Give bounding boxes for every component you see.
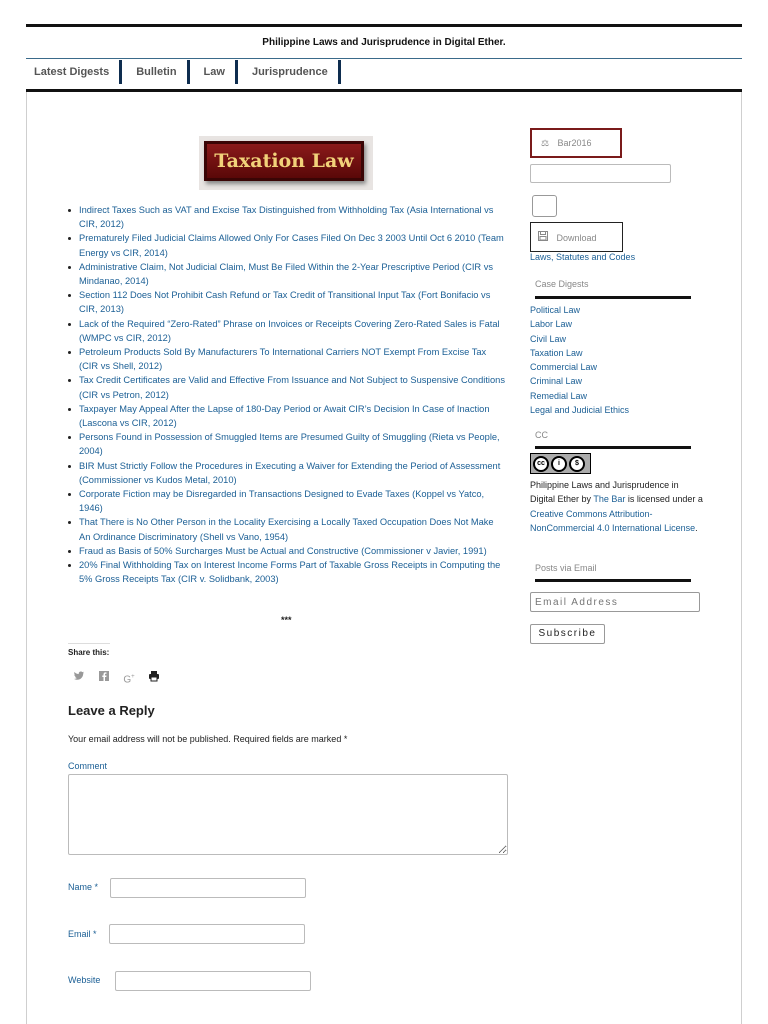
post-list-item	[66, 515, 506, 543]
post-link[interactable]: Section 112 Does Not Prohibit Cash Refund or Tax Credit of Transitional Input Tax (Fort Bonifacio vs CIR, 2013)	[79, 290, 491, 315]
website-label: Website	[68, 975, 101, 985]
license-link[interactable]: Creative Commons Attribution-NonCommercial 4.0 International License	[530, 508, 696, 533]
posts-via-email-rule	[535, 579, 691, 582]
save-icon	[538, 231, 554, 243]
comment-label: Comment	[68, 761, 108, 771]
post-list-item	[66, 231, 506, 259]
post-list	[66, 203, 506, 586]
category-link[interactable]: Labor Law	[530, 319, 573, 330]
post-list-item	[66, 345, 506, 373]
sidebar-search-input[interactable]	[530, 164, 671, 183]
post-link[interactable]: Indirect Taxes Such as VAT and Excise Tax Distinguished from Withholding Tax (Asia International vs CIR, 2012)	[79, 205, 494, 230]
post-list-item	[66, 260, 506, 288]
post-list-item	[66, 373, 506, 401]
case-digests-title: Case Digests	[535, 279, 589, 289]
post-link[interactable]: 20% Final Withholding Tax on Interest Income Forms Part of Taxable Gross Receipts in Computing the 5% Gross Receipts Tax (CIR v. Solidbank, 2003)	[79, 560, 501, 585]
license-text	[530, 478, 706, 535]
nav-bulletin[interactable]: Bulletin	[128, 60, 189, 84]
nav-latest-digests[interactable]: Latest Digests	[26, 60, 122, 84]
bar2016-label: Bar2016	[557, 138, 592, 148]
license-is-licensed: is licensed under a	[625, 494, 703, 505]
logo-text: Taxation Law	[204, 141, 364, 181]
header-top-rule	[26, 24, 742, 27]
category-link[interactable]: Civil Law	[530, 333, 567, 344]
category-link[interactable]: Commercial Law	[530, 362, 598, 373]
website-input[interactable]	[115, 971, 311, 991]
subscribe-button[interactable]: Subscribe	[530, 624, 605, 644]
google-plus-icon[interactable]: G+	[123, 674, 135, 686]
nc-icon: $	[569, 456, 585, 472]
post-list-item	[66, 430, 506, 458]
license-end: .	[695, 522, 698, 533]
post-list-item	[66, 459, 506, 487]
post-list-item	[66, 402, 506, 430]
post-list-item	[66, 544, 506, 558]
separator: ***	[281, 615, 292, 625]
post-list-item	[66, 203, 506, 231]
post-link[interactable]: Fraud as Basis of 50% Surcharges Must be Actual and Constructive (Commissioner v Javier, 1991)	[79, 545, 487, 556]
print-icon[interactable]	[147, 670, 161, 684]
post-list-item	[66, 288, 506, 316]
site-title: Philippine Laws and Jurisprudence in Digital Ether.	[262, 37, 506, 48]
post-link[interactable]: BIR Must Strictly Follow the Procedures in Executing a Waiver for Extending the Period of Assessment (Commissioner vs Kudos Metal, 2010)	[79, 460, 501, 485]
category-link[interactable]: Taxation Law	[530, 347, 583, 358]
creative-commons-badge[interactable]	[530, 453, 591, 474]
twitter-icon[interactable]	[72, 670, 86, 684]
subscribe-email-input[interactable]	[530, 592, 700, 612]
comment-textarea[interactable]	[68, 774, 508, 855]
email-input[interactable]	[109, 924, 305, 944]
nav-jurisprudence[interactable]: Jurisprudence	[244, 60, 341, 84]
post-list-item	[66, 487, 506, 515]
license-work-title: Philippine Laws and Jurisprudence in Digital Ether	[530, 480, 679, 505]
category-link[interactable]: Legal and Judicial Ethics	[530, 405, 630, 416]
license-by: by	[579, 494, 594, 505]
post-link[interactable]: Administrative Claim, Not Judicial Claim, Must Be Filed Within the 2-Year Prescriptive Period (CIR vs Mindanao, 2014)	[79, 261, 494, 287]
name-label: Name *	[68, 882, 99, 892]
bar2016-button[interactable]	[530, 128, 622, 158]
post-link[interactable]: That There is No Other Person in the Locality Exercising a Locally Taxed Occupation Does Not Make An Ordinance Discriminatory (Shell vs Vano, 1954)	[79, 517, 494, 542]
post-link[interactable]: Tax Credit Certificates are Valid and Effective From Issuance and Not Subject to Suspensive Conditions (CIR vs Petron, 2012)	[79, 375, 505, 400]
nav-law[interactable]: Law	[196, 60, 238, 84]
scale-icon: ⚖	[541, 138, 550, 148]
post-link[interactable]: Corporate Fiction may be Disregarded in Transactions Designed to Evade Taxes (Koppel vs Yatco, 1946)	[79, 489, 485, 514]
content-frame-left	[26, 92, 27, 1024]
laws-statutes-link[interactable]: Laws, Statutes and Codes	[530, 252, 636, 262]
post-link[interactable]: Petroleum Products Sold By Manufacturers To International Carriers NOT Exempt From Excise Tax (CIR vs Shell, 2012)	[79, 347, 487, 372]
email-label: Email *	[68, 929, 97, 939]
main-nav	[26, 60, 347, 87]
reply-note: Your email address will not be published. Required fields are marked *	[68, 734, 348, 744]
sidebar-search-button[interactable]	[532, 195, 557, 217]
share-buttons	[72, 670, 161, 684]
category-link[interactable]: Criminal Law	[530, 376, 583, 387]
category-link[interactable]: Remedial Law	[530, 390, 588, 401]
content-frame-right	[741, 92, 742, 1024]
post-list-item	[66, 558, 506, 586]
taxation-law-logo	[199, 136, 373, 190]
by-icon: i	[551, 456, 567, 472]
post-link[interactable]: Taxpayer May Appeal After the Lapse of 180-Day Period or Await CIR’s Decision In Case of Inaction (Lascona vs CIR, 2012)	[79, 403, 490, 429]
posts-via-email-title: Posts via Email	[535, 563, 597, 573]
post-link[interactable]: Lack of the Required “Zero-Rated” Phrase on Invoices or Receipts Covering Zero-Rated Sales is Fatal (WMPC vs CIR, 2012)	[79, 318, 500, 343]
post-link[interactable]: Persons Found in Possession of Smuggled Items are Presumed Guilty of Smuggling (Rieta vs People, 2004)	[79, 432, 500, 457]
license-author-link[interactable]: The Bar	[593, 494, 626, 505]
download-button[interactable]	[530, 222, 623, 252]
share-divider	[68, 643, 110, 644]
cc-title: CC	[535, 430, 548, 440]
share-label: Share this:	[68, 648, 110, 657]
case-digests-rule	[535, 296, 691, 299]
header-divider	[26, 58, 742, 59]
name-input[interactable]	[110, 878, 306, 898]
cc-icon: cc	[533, 456, 549, 472]
post-link[interactable]: Prematurely Filed Judicial Claims Allowed Only For Cases Filed On Dec 3 2003 Until Oct 6 2010 (Team Energy vs CIR, 2014)	[79, 233, 504, 258]
post-list-item	[66, 317, 506, 345]
category-list	[530, 303, 629, 417]
download-label: Download	[556, 233, 597, 243]
category-link[interactable]: Political Law	[530, 305, 581, 315]
nav-bottom-rule	[26, 89, 742, 92]
facebook-icon[interactable]	[97, 670, 111, 684]
leave-reply-title: Leave a Reply	[68, 703, 155, 718]
cc-rule	[535, 446, 691, 449]
